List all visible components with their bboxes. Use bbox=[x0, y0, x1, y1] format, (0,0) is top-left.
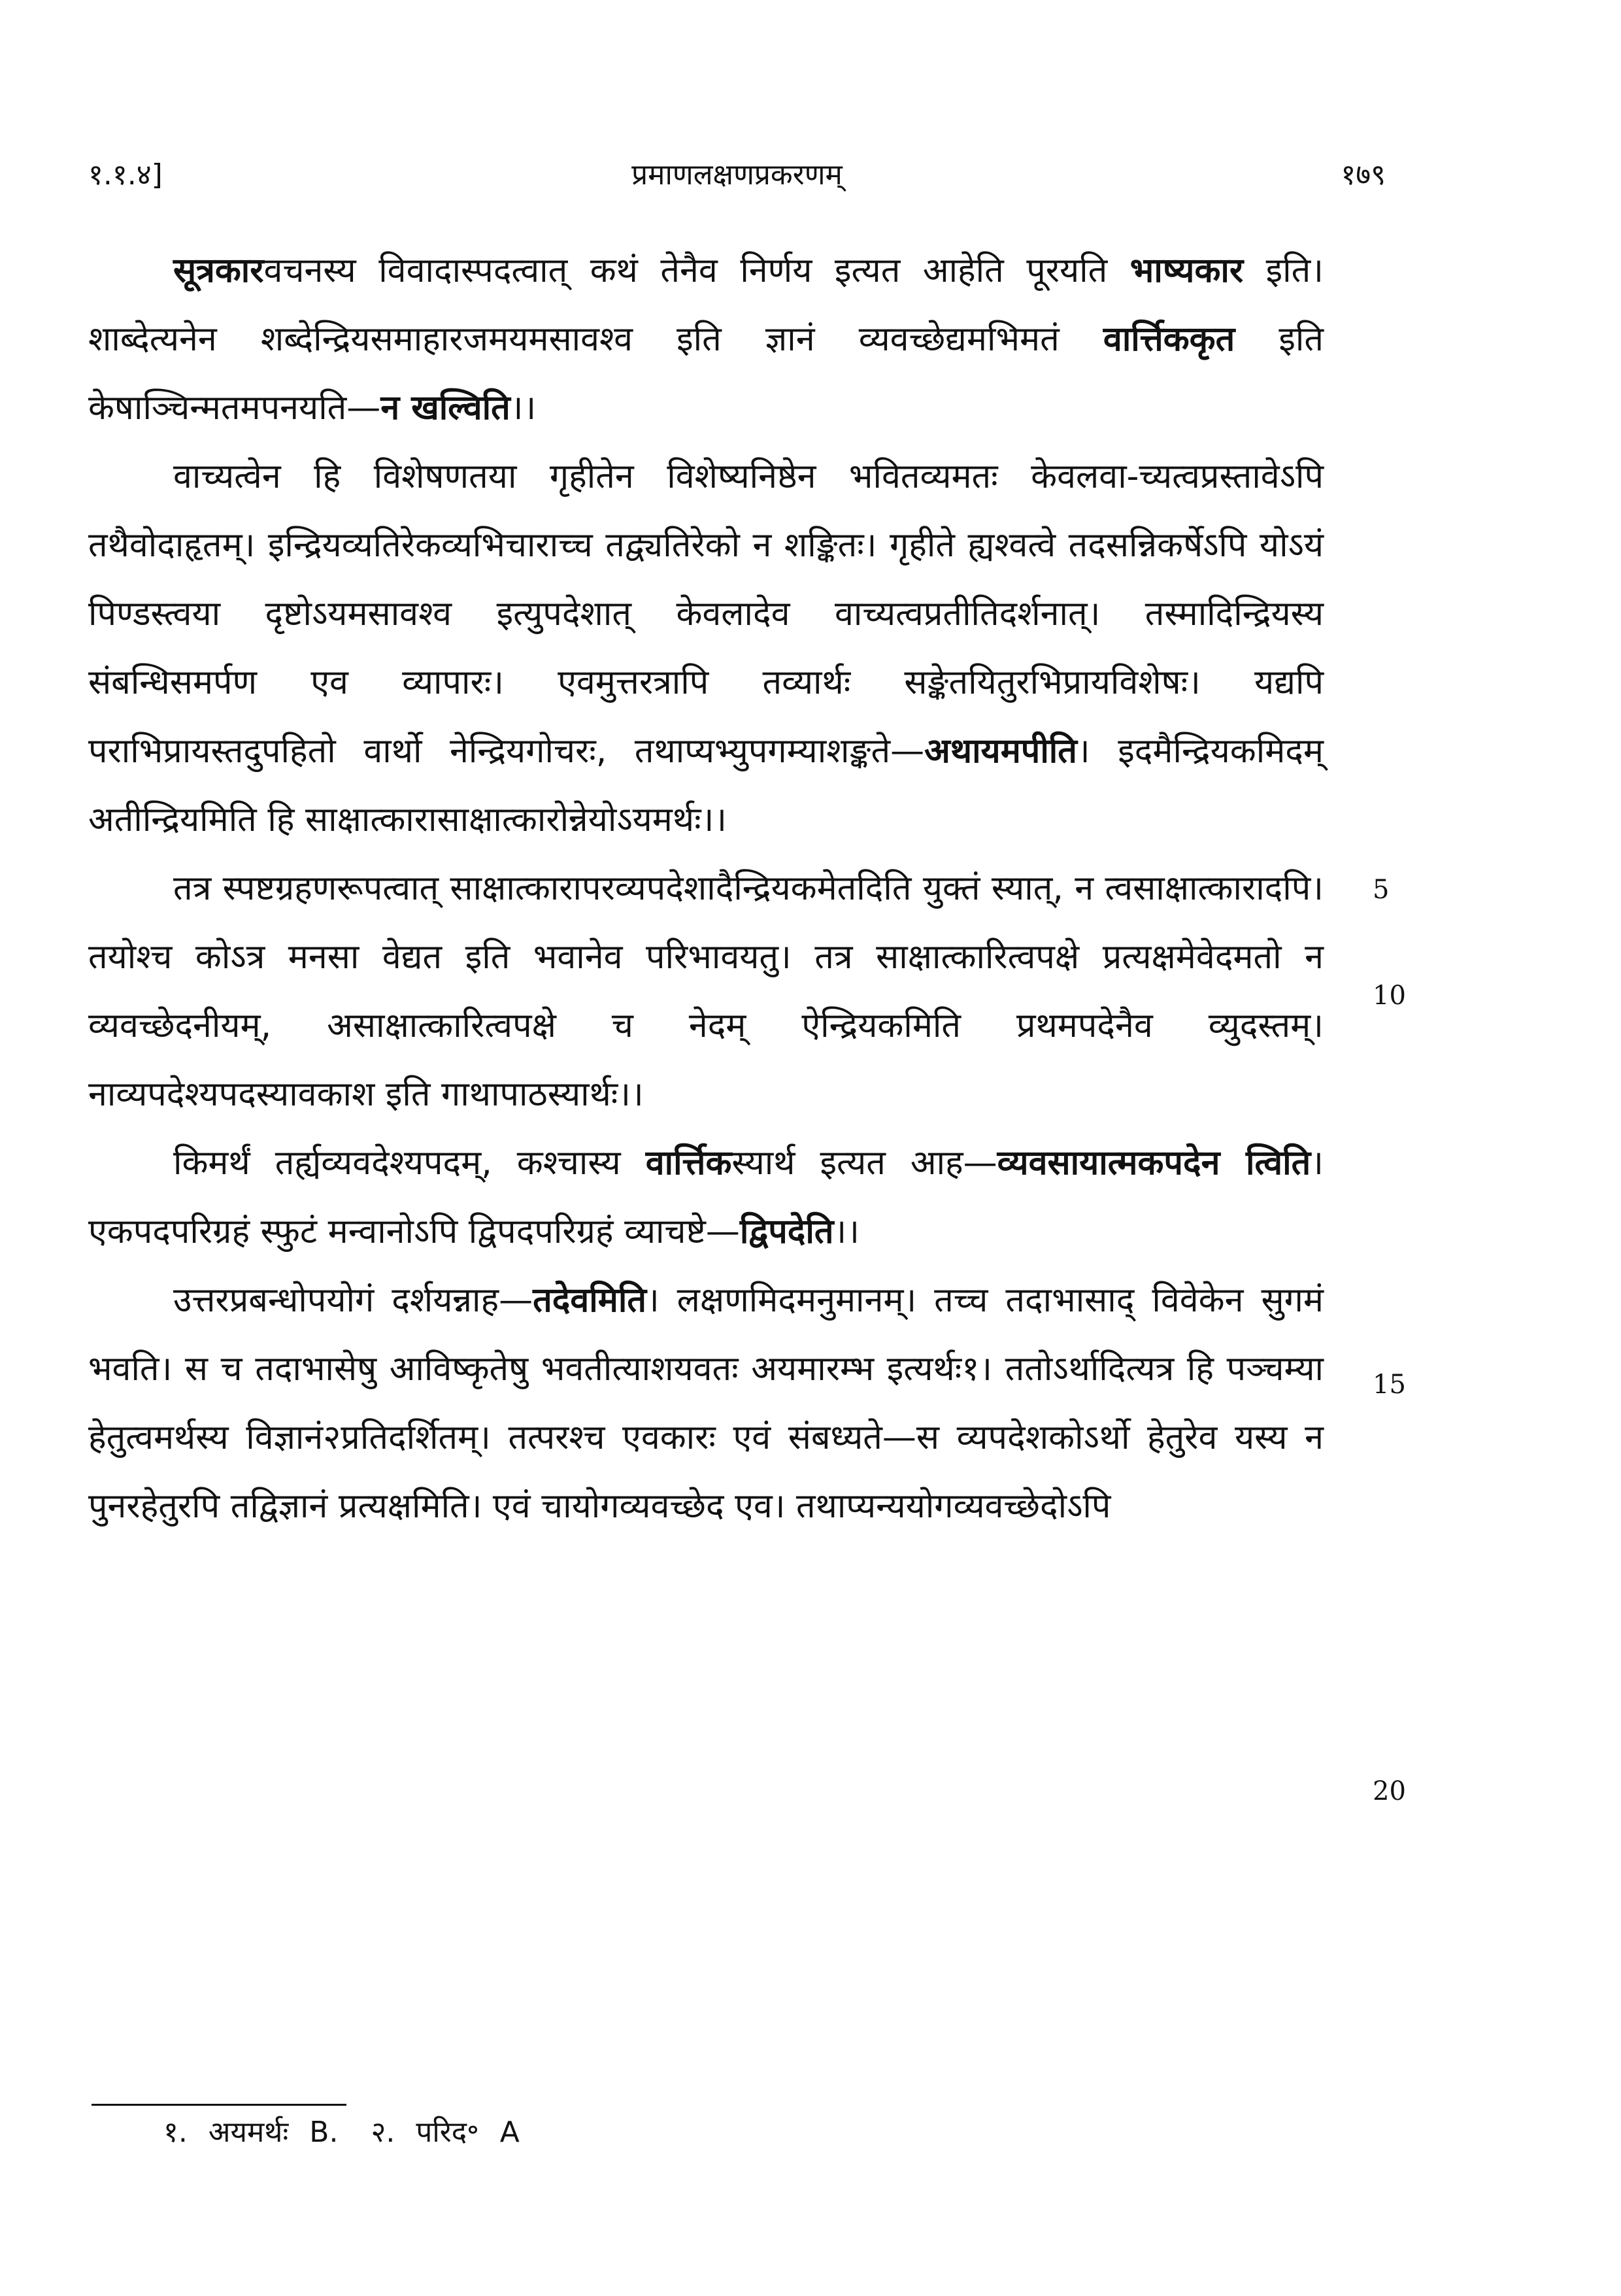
bold-lemma: अथायमपीति bbox=[924, 732, 1077, 771]
paragraph bbox=[88, 1129, 1324, 1266]
line-number: 10 bbox=[1373, 981, 1406, 1011]
bold-lemma: व्यवसायात्मकपदेन त्विति bbox=[997, 1143, 1311, 1183]
text-run: । एकपदपरिग्रहं स्फुटं मन्वानोऽपि द्विपदपरिग्रहं व्याचष्टे— bbox=[88, 1143, 1324, 1251]
text-run: वाच्यत्वेन हि विशेषणतया गृहीतेन विशेष्यनिष्ठेन भवितव्यमतः केवलवा-च्यत्वप्रस्तावेऽपि तथैवोदाहृतम्। इन्द्रियव्यतिरेकव्यभिचाराच्च तद्व्यतिरेको न शङ्कितः। गृहीते ह्यश्वत्वे तदसन्निकर्षेऽपि योऽयं पिण्डस्त्वया दृष्टोऽयमसावश्व इत्युपदेशात् केवलादेव वाच्यत्वप्रतीतिदर्शनात्। तस्मादिन्द्रियस्य संबन्धिसमर्पण एव व्यापारः। एवमुत्तरत्रापि तव्यार्थः सङ्केतयितुरभिप्रायविशेषः। यद्यपि पराभिप्रायस्तदुपहितो वार्थो नेन्द्रियगोचरः, तथाप्यभ्युपगम्याशङ्कते— bbox=[88, 457, 1324, 771]
running-header bbox=[88, 154, 1386, 206]
footnote-rule bbox=[92, 2104, 346, 2106]
line-number: 5 bbox=[1373, 875, 1390, 905]
line-number: 15 bbox=[1373, 1370, 1406, 1400]
text-run: स्यार्थ इत्यत आह— bbox=[731, 1143, 997, 1183]
text-run: तत्र स्पष्टग्रहणरूपत्वात् साक्षात्कारापरव्यपदेशादैन्द्रियकमेतदिति युक्तं स्यात्, न त्वसाक्षात्कारादपि। तयोश्च कोऽत्र मनसा वेद्यत इति भवानेव परिभावयतु। तत्र साक्षात्कारित्वपक्षे प्रत्यक्षमेवेदमतो न व्यवच्छेदनीयम्, असाक्षात्कारित्वपक्षे च नेदम् ऐन्द्रियकमिति प्रथमपदेनैव व्युदस्तम्। नाव्यपदेश्यपदस्यावकाश इति गाथापाठस्यार्थः।। bbox=[88, 869, 1324, 1114]
text-run: । इदमैन्द्रियकमिदम् अतीन्द्रियमिति हि साक्षात्कारासाक्षात्कारोन्नेयोऽयमर्थः।। bbox=[88, 732, 1324, 839]
text-run: इति। शाब्देत्यनेन शब्देन्द्रियसमाहारजमयमसावश्व इति ज्ञानं व्यवच्छेद्यमभिमतं bbox=[88, 251, 1324, 359]
text-run: ।। bbox=[510, 388, 537, 428]
paragraph bbox=[88, 1266, 1324, 1541]
page-number: १७९ bbox=[1341, 158, 1386, 192]
body-text bbox=[88, 237, 1324, 1541]
bold-lemma: भाष्यकार bbox=[1129, 251, 1244, 290]
bold-lemma: सूत्रकार bbox=[173, 251, 264, 290]
text-run: किमर्थं तर्ह्यव्यवदेश्यपदम्, कश्चास्य bbox=[173, 1143, 646, 1183]
text-run: ।। bbox=[833, 1212, 860, 1251]
footnote: २. परिद॰ A bbox=[371, 2116, 520, 2149]
bold-lemma: वार्त्तिककृत bbox=[1103, 320, 1235, 359]
paragraph bbox=[88, 237, 1324, 443]
bold-lemma: वार्त्तिक bbox=[645, 1143, 732, 1183]
footnotes bbox=[163, 2113, 520, 2152]
section-reference: १.१.४] bbox=[88, 158, 163, 192]
text-run: वचनस्य विवादास्पदत्वात् कथं तेनैव निर्णय इत्यत आहेति पूरयति bbox=[263, 251, 1130, 290]
paragraph bbox=[88, 854, 1324, 1129]
text-run: इति केषाञ्चिन्मतमपनयति— bbox=[88, 320, 1324, 428]
running-title: प्रमाणलक्षणप्रकरणम् bbox=[631, 158, 843, 192]
paragraph bbox=[88, 443, 1324, 854]
bold-lemma: द्विपदेति bbox=[739, 1212, 834, 1251]
footnote: १. अयमर्थः B. bbox=[163, 2116, 339, 2149]
line-number: 20 bbox=[1373, 1776, 1406, 1806]
text-run: । लक्षणमिदमनुमानम्। तच्च तदाभासाद् विवेकेन सुगमं भवति। स च तदाभासेषु आविष्कृतेषु भवतीत्याशयवतः अयमारम्भ इत्यर्थः१। ततोऽर्थादित्यत्र हि पञ्चम्या हेतुत्वमर्थस्य विज्ञानं२प्रतिदर्शितम्। तत्परश्च एवकारः एवं संबध्यते—स व्यपदेशकोऽर्थो हेतुरेव यस्य न पुनरहेतुरपि तद्विज्ञानं प्रत्यक्षमिति। एवं चायोगव्यवच्छेद एव। तथाप्यन्ययोगव्यवच्छेदोऽपि bbox=[88, 1281, 1324, 1526]
text-run: उत्तरप्रबन्धोपयोगं दर्शयन्नाह— bbox=[173, 1281, 533, 1320]
bold-lemma: न खल्विति bbox=[380, 388, 510, 428]
bold-lemma: तदेवमिति bbox=[533, 1281, 646, 1320]
